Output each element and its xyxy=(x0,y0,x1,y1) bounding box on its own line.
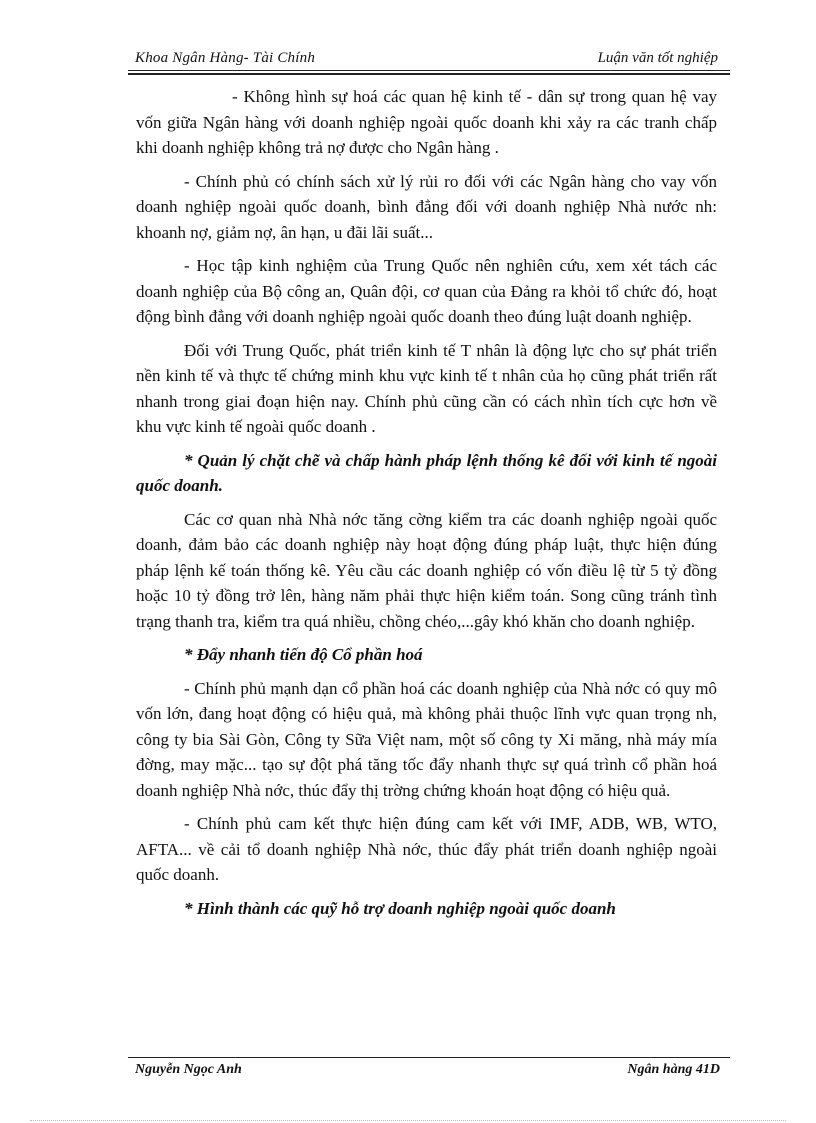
paragraph-equitization: - Chính phủ mạnh dạn cổ phần hoá các doanh nghiệp của Nhà nớc có quy mô vốn lớn, đang hoạt động có hiệu quả, mà không phải thuộc lĩnh vực quan trọng nh, công ty bia Sài Gòn, Công ty Sữa Việt nam, một số công ty Xi măng, nhà máy mía đờng, may mặc... tạo sự đột phá tăng tốc đẩy nhanh thực sự quá trình cổ phần hoá doanh nghiệp Nhà nớc, thúc đẩy thị trờng chứng khoán hoạt động có hiệu quả. xyxy=(136,678,717,800)
footer-author: Nguyễn Ngọc Anh xyxy=(135,1062,242,1077)
paragraph-china-lesson: - Học tập kinh nghiệm của Trung Quốc nên nghiên cứu, xem xét tách các doanh nghiệp của Bộ công an, Quân đội, cơ quan của Đảng ra khỏi tổ chức đó, hoạt động bình đẳng với doanh nghiệp ngoài quốc doanh theo đúng luật doanh nghiệp. xyxy=(136,256,717,326)
footer-rule xyxy=(128,1057,730,1058)
paragraph-risk-policy: - Chính phủ có chính sách xử lý rủi ro đối với các Ngân hàng cho vay vốn doanh nghiệp ngoài quốc doanh, bình đẳng đối với doanh nghiệp Nhà nước nh: khoanh nợ, giảm nợ, ân hạn, u đãi lãi suất... xyxy=(136,171,717,242)
heading-support-funds: * Hình thành các quỹ hỗ trợ doanh nghiệp ngoài quốc doanh xyxy=(184,898,616,918)
header-rule xyxy=(128,70,730,71)
header-doc-type: Luận văn tốt nghiệp xyxy=(597,50,718,66)
paragraph-no-criminalization: - Không hình sự hoá các quan hệ kinh tế - dân sự trong quan hệ vay vốn giữa Ngân hàng với doanh nghiệp ngoài quốc doanh khi xảy ra các tranh chấp khi doanh nghiệp không trả nợ được cho Ngân hàng . xyxy=(136,87,717,157)
page-body xyxy=(136,84,717,929)
paragraph-commitments: - Chính phủ cam kết thực hiện đúng cam kết với IMF, ADB, WB, WTO, AFTA... về cải tổ doanh nghiệp Nhà nớc, thúc đẩy phát triển doanh nghiệp ngoài quốc doanh. xyxy=(136,814,717,884)
header-faculty: Khoa Ngân Hàng- Tài Chính xyxy=(135,50,316,66)
page-header xyxy=(135,50,728,72)
header-rule-thick xyxy=(128,73,730,75)
footer-class: Ngân hàng 41D xyxy=(627,1062,720,1077)
heading-equitization: * Đẩy nhanh tiến độ Cổ phần hoá xyxy=(184,645,423,664)
paragraph-inspection: Các cơ quan nhà Nhà nớc tăng cờng kiểm tra các doanh nghiệp ngoài quốc doanh, đảm bảo các doanh nghiệp này hoạt động đúng pháp luật, thực hiện đúng pháp lệnh kế toán thống kê. Yêu cầu các doanh nghiệp có vốn điều lệ từ 5 tỷ đồng hoặc 10 tỷ đồng trở lên, hàng năm phải thực hiện kiểm toán. Song cũng tránh tình trạng thanh tra, kiểm tra quá nhiều, chồng chéo,...gây khó khăn cho doanh nghiệp. xyxy=(136,509,717,631)
heading-statistics-management: * Quản lý chặt chẽ và chấp hành pháp lệnh thống kê đối với kinh tế ngoài quốc doanh. xyxy=(136,450,717,495)
page-footer xyxy=(135,1062,728,1082)
page-bottom-border xyxy=(30,1120,786,1121)
paragraph-china-private-sector: Đối với Trung Quốc, phát triển kinh tế T nhân là động lực cho sự phát triển nền kinh tế và thực tế chứng minh khu vực kinh tế t nhân của họ cũng phát triển rất nhanh trong giai đoạn hiện nay. Chính phủ cũng cần có cách nhìn tích cực hơn về khu vực kinh tế ngoài quốc doanh . xyxy=(136,340,717,436)
